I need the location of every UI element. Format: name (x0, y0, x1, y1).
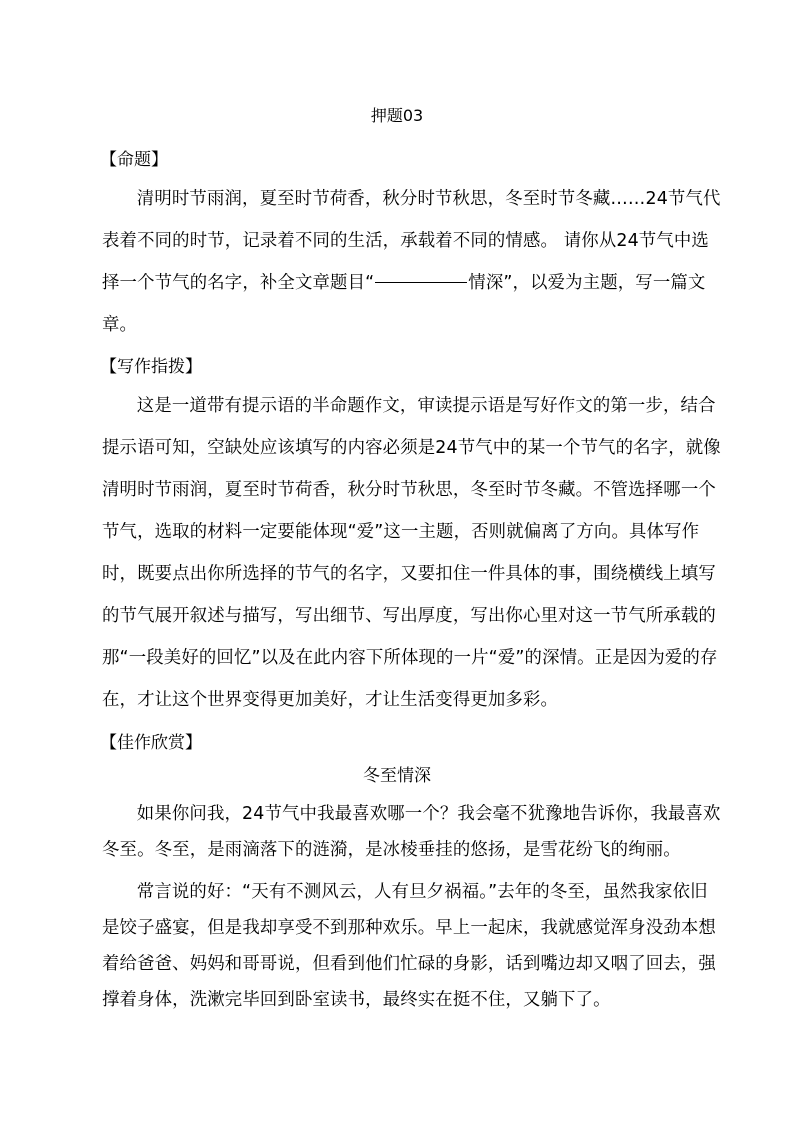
title-blank-line (375, 281, 467, 283)
prompt-text-part2: 情深”，以爱为主题，写一篇文章。 (102, 273, 706, 335)
prompt-text-part1: 清明时节雨润，夏至时节荷香，秋分时节秋思，冬至时节冬藏……24节气代表着不同的时节，记录着不同的生活，承载着不同的情感。 请你从24节气中选择一个节气的名字，补全文章题目“ (102, 189, 721, 293)
essay-paragraph-1: 如果你问我，24节气中我最喜欢哪一个？我会毫不犹豫地告诉你，我最喜欢冬至。冬至，是雨滴落下的涟漪，是冰棱垂挂的悠扬，是雪花纷飞的绚丽。 (102, 804, 721, 860)
essay-paragraph-2: 常言说的好：“天有不测风云，人有旦夕祸福。”去年的冬至，虽然我家依旧是饺子盛宴，但是我却享受不到那种欢乐。早上一起床，我就感觉浑身没劲本想着给爸爸、妈妈和哥哥说，但看到他们忙碌的身影，话到嘴边却又咽了回去，强撑着身体，洗漱完毕回到卧室读书，最终实在挺不住，又躺下了。 (102, 882, 716, 1010)
essay-title: 冬至情深 (363, 766, 431, 786)
prompt-paragraph (102, 178, 722, 346)
sample-heading: 【佳作欣赏】 (100, 733, 202, 753)
guide-paragraph: 这是一道带有提示语的半命题作文，审读提示语是写好作文的第一步，结合提示语可知，空缺处应该填写的内容必须是24节气中的某一个节气的名字，就像清明时节雨润，夏至时节荷香，秋分时节秋思，冬至时节冬藏。不管选择哪一个节气，选取的材料一定要能体现“爱”这一主题，否则就偏离了方向。具体写作时，既要点出你所选择的节气的名字，又要扣住一件具体的事，围绕横线上填写的节气展开叙述与描写，写出细节、写出厚度，写出你心里对这一节气所承载的那“一段美好的回忆”以及在此内容下所体现的一片“爱”的深情。正是因为爱的存在，才让这个世界变得更加美好，才让生活变得更加多彩。 (102, 396, 721, 710)
prompt-heading: 【命题】 (100, 150, 168, 170)
document-title: 押题03 (370, 106, 424, 125)
guide-heading: 【写作指拨】 (100, 357, 202, 377)
